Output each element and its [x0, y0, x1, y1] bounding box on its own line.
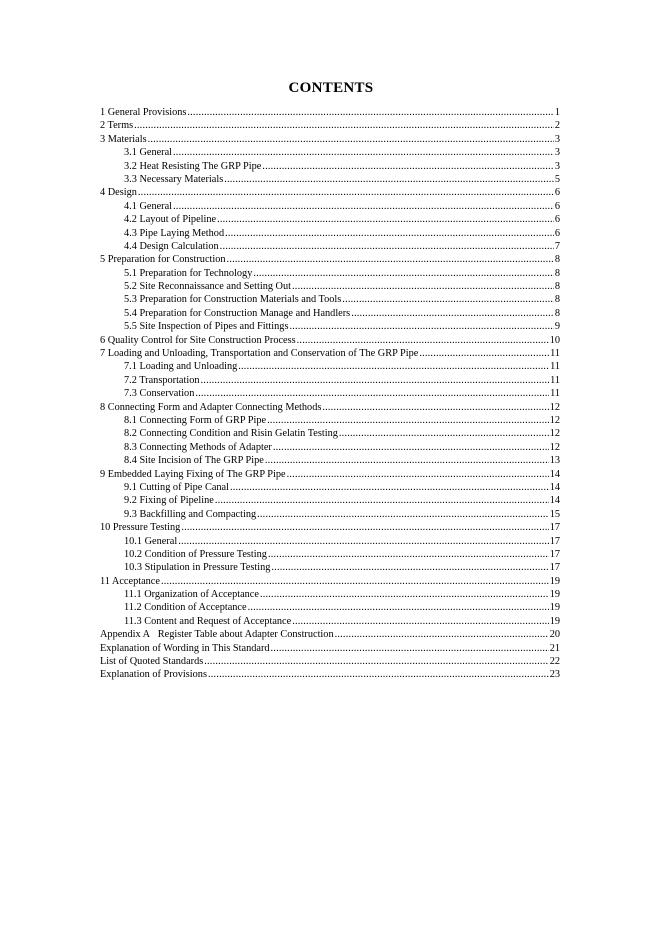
toc-subentry[interactable] — [100, 414, 560, 427]
toc-page-number: 19 — [549, 615, 560, 627]
toc-page-number: 3 — [554, 133, 560, 145]
toc-subentry[interactable] — [100, 240, 560, 253]
dot-leader — [173, 146, 554, 159]
toc-page-number: 5 — [554, 173, 560, 185]
toc-subentry[interactable] — [100, 360, 560, 373]
dot-leader — [134, 119, 554, 132]
toc-page-number: 6 — [554, 187, 560, 199]
toc-subentry[interactable] — [100, 200, 560, 213]
toc-subentry[interactable] — [100, 508, 560, 521]
toc-page-number: 17 — [549, 548, 560, 560]
toc-entry[interactable] — [100, 186, 560, 199]
dot-leader — [268, 548, 549, 561]
toc-entry-label: 8 Connecting Form and Adapter Connecting Methods — [100, 401, 322, 413]
toc-entry-label: 11.1 Organization of Acceptance — [124, 589, 259, 601]
dot-leader — [238, 360, 549, 373]
toc-subentry[interactable] — [100, 601, 560, 614]
dot-leader — [419, 347, 549, 360]
dot-leader — [173, 200, 554, 213]
toc-subentry[interactable] — [100, 387, 560, 400]
toc-entry-label: 5.2 Site Reconnaissance and Setting Out — [124, 281, 292, 293]
dot-leader — [292, 615, 549, 628]
dot-leader — [148, 133, 554, 146]
toc-entry[interactable] — [100, 655, 560, 668]
toc-page-number: 3 — [554, 160, 560, 172]
toc-entry-label: 7.1 Loading and Unloading — [124, 361, 238, 373]
dot-leader — [248, 601, 549, 614]
toc-page-number: 10 — [549, 334, 560, 346]
toc-page-number: 8 — [554, 294, 560, 306]
toc-entry[interactable] — [100, 521, 560, 534]
toc-page-number: 8 — [554, 307, 560, 319]
dot-leader — [287, 468, 549, 481]
toc-page-number: 12 — [549, 441, 560, 453]
toc-page-number: 1 — [554, 107, 560, 118]
toc-entry-label: 10 Pressure Testing — [100, 522, 181, 534]
toc-page-number: 11 — [550, 361, 560, 373]
toc-entry-label: 5.5 Site Inspection of Pipes and Fittings — [124, 321, 289, 333]
toc-page-number: 13 — [549, 455, 560, 467]
toc-subentry[interactable] — [100, 441, 560, 454]
toc-entry-label: 1 General Provisions — [100, 107, 187, 118]
toc-page-number: 12 — [549, 414, 560, 426]
dot-leader — [273, 441, 549, 454]
dot-leader — [138, 186, 554, 199]
toc-subentry[interactable] — [100, 146, 560, 159]
dot-leader — [217, 213, 554, 226]
toc-page-number: 6 — [554, 227, 560, 239]
toc-entry-label: 10.1 General — [124, 535, 178, 547]
toc-entry-label: Explanation of Wording in This Standard — [100, 642, 270, 654]
toc-entry[interactable] — [100, 253, 560, 266]
dot-leader — [265, 454, 549, 467]
dot-leader — [339, 427, 549, 440]
toc-entry-label: 4.3 Pipe Laying Method — [124, 227, 225, 239]
toc-entry-label: 9.3 Backfilling and Compacting — [124, 508, 257, 520]
toc-page-number: 8 — [554, 281, 560, 293]
toc-entry-label: 7.2 Transportation — [124, 374, 200, 386]
dot-leader — [195, 387, 549, 400]
toc-entry[interactable] — [100, 106, 560, 119]
toc-entry-label: 8.4 Site Incision of The GRP Pipe — [124, 455, 264, 467]
dot-leader — [220, 240, 554, 253]
toc-entry[interactable] — [100, 119, 560, 132]
toc-entry[interactable] — [100, 668, 560, 681]
toc-entry-label: 5 Preparation for Construction — [100, 254, 226, 266]
dot-leader — [253, 267, 554, 280]
toc-entry-label: 8.2 Connecting Condition and Risin Gelatin Testing — [124, 428, 338, 440]
toc-page-number: 15 — [549, 508, 560, 520]
toc-page-number: 12 — [549, 401, 560, 413]
toc-page-number: 8 — [554, 267, 560, 279]
toc-subentry[interactable] — [100, 535, 560, 548]
table-of-contents — [100, 106, 560, 682]
toc-entry-label: 8.3 Connecting Methods of Adapter — [124, 441, 272, 453]
toc-entry-label: 10.3 Stipulation in Pressure Testing — [124, 562, 271, 574]
toc-page-number: 21 — [549, 642, 560, 654]
toc-subentry[interactable] — [100, 427, 560, 440]
dot-leader — [267, 414, 549, 427]
toc-page-number: 17 — [549, 562, 560, 574]
toc-page-number: 11 — [550, 388, 560, 400]
toc-entry[interactable] — [100, 628, 560, 641]
toc-entry-label: 5.3 Preparation for Construction Materials and Tools — [124, 294, 342, 306]
toc-entry-label: 3.3 Necessary Materials — [124, 173, 224, 185]
toc-page-number: 19 — [549, 589, 560, 601]
toc-subentry[interactable] — [100, 561, 560, 574]
dot-leader — [178, 535, 549, 548]
toc-entry-label: 6 Quality Control for Site Construction Process — [100, 334, 296, 346]
toc-subentry[interactable] — [100, 280, 560, 293]
toc-entry[interactable] — [100, 334, 560, 347]
toc-entry-label: Appendix A Register Table about Adapter Construction — [100, 629, 334, 641]
toc-entry-label: 11 Acceptance — [100, 575, 160, 587]
dot-leader — [257, 508, 549, 521]
toc-entry-label: 3.1 General — [124, 147, 173, 159]
toc-subentry[interactable] — [100, 213, 560, 226]
dot-leader — [225, 227, 554, 240]
dot-leader — [351, 307, 554, 320]
dot-leader — [161, 575, 549, 588]
toc-subentry[interactable] — [100, 481, 560, 494]
toc-page-number: 6 — [554, 200, 560, 212]
dot-leader — [262, 160, 554, 173]
dot-leader — [322, 401, 548, 414]
dot-leader — [187, 106, 553, 119]
dot-leader — [271, 561, 548, 574]
toc-subentry[interactable] — [100, 494, 560, 507]
toc-entry[interactable] — [100, 401, 560, 414]
dot-leader — [204, 655, 548, 668]
toc-subentry[interactable] — [100, 227, 560, 240]
dot-leader — [224, 173, 554, 186]
toc-page-number: 14 — [549, 481, 560, 493]
toc-page-number: 9 — [554, 321, 560, 333]
toc-page-number: 3 — [554, 147, 560, 159]
toc-entry[interactable] — [100, 642, 560, 655]
toc-entry-label: 11.2 Condition of Acceptance — [124, 602, 247, 614]
dot-leader — [230, 481, 549, 494]
toc-entry-label: 5.4 Preparation for Construction Manage and Handlers — [124, 307, 351, 319]
toc-subentry[interactable] — [100, 548, 560, 561]
toc-entry-label: 7.3 Conservation — [124, 388, 195, 400]
toc-subentry[interactable] — [100, 615, 560, 628]
dot-leader — [208, 668, 549, 681]
toc-entry-label: 2 Terms — [100, 120, 134, 132]
toc-entry-label: 3 Materials — [100, 133, 147, 145]
dot-leader — [215, 494, 549, 507]
dot-leader — [297, 334, 549, 347]
toc-subentry[interactable] — [100, 307, 560, 320]
toc-entry-label: 9.1 Cutting of Pipe Canal — [124, 481, 229, 493]
toc-page-number: 11 — [550, 374, 560, 386]
toc-entry-label: 10.2 Condition of Pressure Testing — [124, 548, 267, 560]
dot-leader — [260, 588, 549, 601]
toc-entry[interactable] — [100, 575, 560, 588]
toc-page-number: 14 — [549, 495, 560, 507]
toc-entry[interactable] — [100, 347, 560, 360]
dot-leader — [227, 253, 554, 266]
toc-page-number: 12 — [549, 428, 560, 440]
toc-entry-label: Explanation of Provisions — [100, 669, 207, 681]
dot-leader — [201, 374, 550, 387]
toc-page-number: 14 — [549, 468, 560, 480]
toc-subentry[interactable] — [100, 293, 560, 306]
toc-subentry[interactable] — [100, 267, 560, 280]
toc-entry-label: List of Quoted Standards — [100, 656, 204, 668]
toc-page-number: 23 — [549, 669, 560, 681]
toc-page-number: 11 — [550, 348, 560, 360]
toc-entry-label: 4 Design — [100, 187, 137, 199]
toc-entry-label: 4.4 Design Calculation — [124, 240, 219, 252]
toc-entry[interactable] — [100, 133, 560, 146]
toc-subentry[interactable] — [100, 588, 560, 601]
toc-entry-label: 4.1 General — [124, 200, 173, 212]
toc-subentry[interactable] — [100, 374, 560, 387]
toc-entry-label: 5.1 Preparation for Technology — [124, 267, 253, 279]
toc-entry-label: 3.2 Heat Resisting The GRP Pipe — [124, 160, 262, 172]
dot-leader — [292, 280, 554, 293]
toc-page-number: 19 — [549, 575, 560, 587]
toc-subentry[interactable] — [100, 160, 560, 173]
toc-page-number: 22 — [549, 656, 560, 668]
toc-entry-label: 4.2 Layout of Pipeline — [124, 214, 217, 226]
toc-page-number: 19 — [549, 602, 560, 614]
toc-page-number: 6 — [554, 214, 560, 226]
toc-entry-label: 8.1 Connecting Form of GRP Pipe — [124, 414, 267, 426]
contents-heading: CONTENTS — [288, 80, 374, 96]
dot-leader — [335, 628, 549, 641]
toc-entry-label: 7 Loading and Unloading, Transportation and Conservation of The GRP Pipe — [100, 348, 419, 360]
dot-leader — [181, 521, 548, 534]
toc-entry-label: 11.3 Content and Request of Acceptance — [124, 615, 292, 627]
toc-page-number: 7 — [554, 240, 560, 252]
dot-leader — [289, 320, 553, 333]
toc-subentry[interactable] — [100, 173, 560, 186]
toc-entry[interactable] — [100, 468, 560, 481]
toc-page-number: 17 — [549, 522, 560, 534]
toc-page-number: 8 — [554, 254, 560, 266]
toc-subentry[interactable] — [100, 454, 560, 467]
toc-entry-label: 9.2 Fixing of Pipeline — [124, 495, 214, 507]
toc-subentry[interactable] — [100, 320, 560, 333]
dot-leader — [271, 642, 549, 655]
toc-entry-label: 9 Embedded Laying Fixing of The GRP Pipe — [100, 468, 286, 480]
toc-page-number: 2 — [554, 120, 560, 132]
dot-leader — [342, 293, 554, 306]
toc-page-number: 17 — [549, 535, 560, 547]
toc-page-number: 20 — [549, 629, 560, 641]
